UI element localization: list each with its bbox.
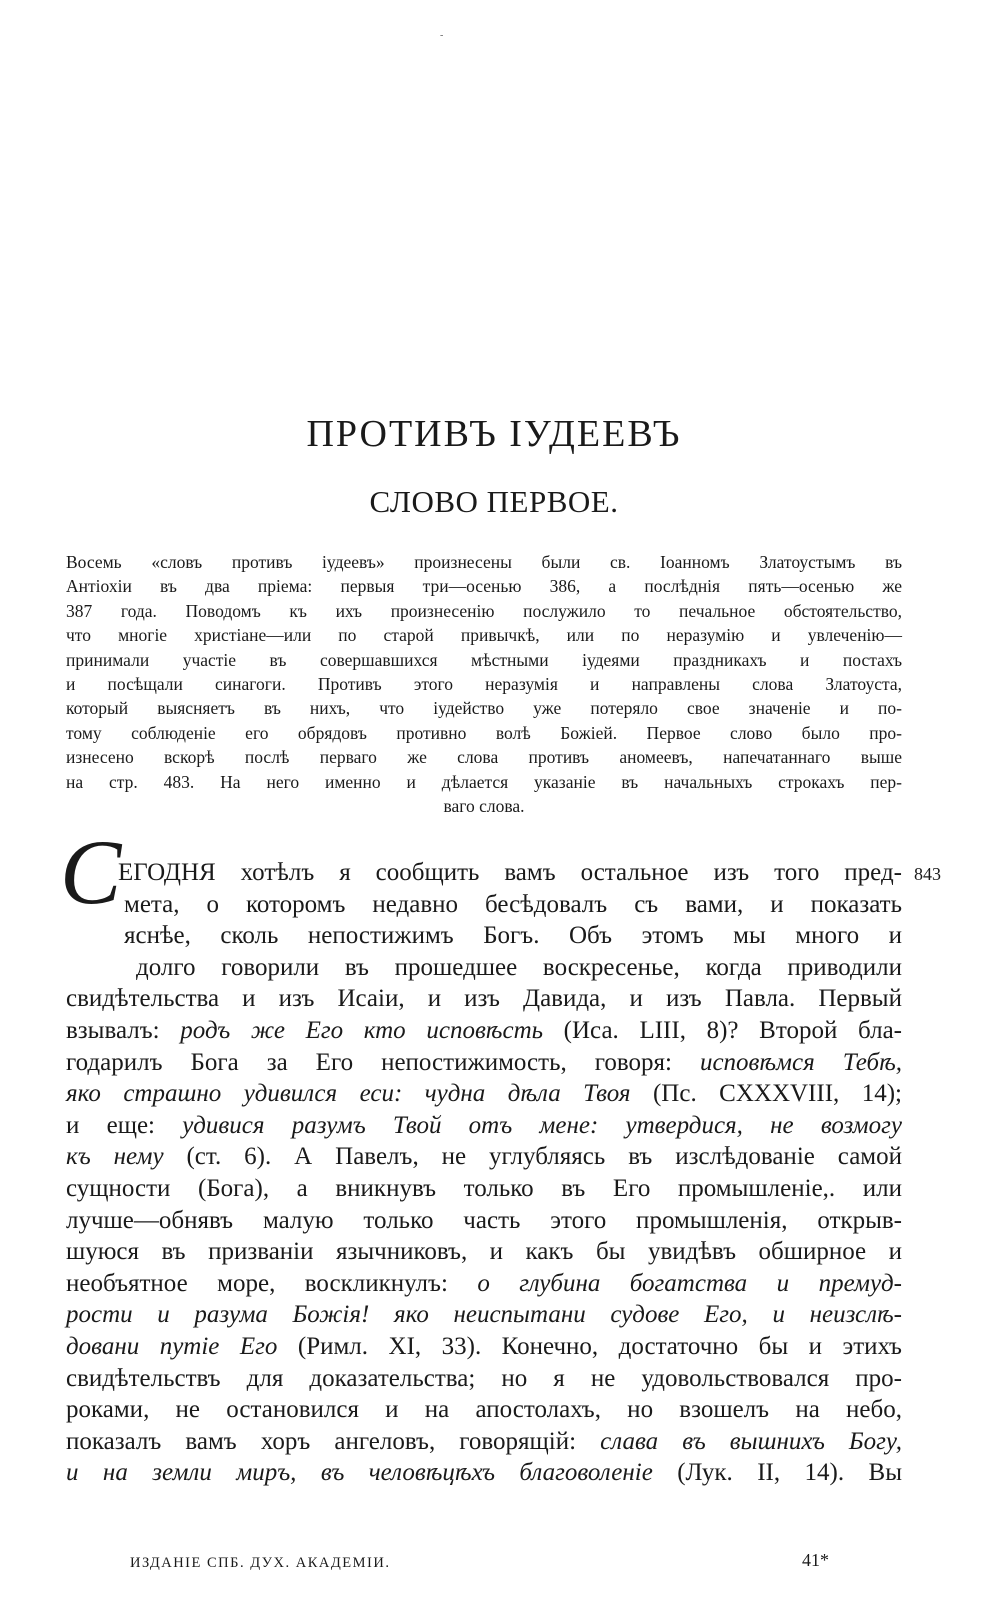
quote-run: рости и разума Божія! яко неиспытани судове Его, и неизслѣ- [66,1301,902,1329]
intro-line: изнесено вскорѣ послѣ перваго же слова противъ аномеевъ, напечатаннаго выше [66,747,902,768]
intro-line: Антіохіи въ два пріема: первыя три—осенью 386, а послѣднія пять—осенью же [66,576,902,597]
page-title: ПРОТИВЪ ІУДЕЕВЪ [306,413,682,455]
text-run: (Пс. CXXXVIII, 14); [630,1080,902,1108]
footer-signature: 41* [802,1550,829,1570]
body-line [66,1015,902,1047]
margin-page-number: 843 [914,864,941,884]
text-run: (Римл. XI, 33). Конечно, достаточно бы и этихъ [277,1332,902,1360]
text-run: (Лук. II, 14). Вы [652,1459,902,1487]
footer-publisher: ИЗДАНІЕ СПБ. ДУХ. АКАДЕМІИ. [130,1555,391,1571]
body-line [66,1299,902,1331]
quote-run: родъ же Его кто исповѣсть [180,1016,543,1044]
body-line: свидѣтельствъ для доказательства; но я не удовольствовался про- [66,1364,902,1392]
body-line: долго говорили въ прошедшее воскресенье, когда приводили [136,953,902,981]
quote-run: слава въ вышнихъ Богу, [600,1427,902,1455]
body-line: роками, не остановился и на апостолахъ, но взошелъ на небо, [66,1396,902,1424]
intro-line: и посѣщали синагоги. Противъ этого неразумія и направлены слова Златоуста, [66,674,902,695]
intro-line: на стр. 483. На него именно и дѣлается указаніе въ начальныхъ строкахъ пер- [66,771,902,792]
drop-cap: С [60,821,122,923]
intro-line: ваго слова. [443,796,525,817]
page-subtitle: СЛОВО ПЕРВОЕ. [369,484,619,519]
text-run: (Иса. LIII, 8)? Второй бла- [543,1016,902,1044]
body-line: лучше—обнявъ малую только часть этого промышленія, открыв- [66,1206,902,1234]
body-line: мета, о которомъ недавно бесѣдовалъ съ вами, и показать [124,890,902,918]
body-line: шуюся въ призваніи язычниковъ, и какъ бы увидѣвъ обширное и [66,1238,902,1266]
intro-line: 387 года. Поводомъ къ ихъ произнесенію послужило то печальное обстоятельство, [66,600,902,621]
body-line [66,1268,902,1300]
body-line [66,1331,902,1363]
intro-line: Восемь «словъ противъ іудеевъ» произнесены были св. Іоанномъ Златоустымъ въ [66,552,902,572]
body-line [66,1078,902,1110]
scan-mark: ‐ [440,30,444,41]
intro-line: который выясняетъ въ нихъ, что іудейство уже потеряло свое значеніе и по- [66,698,902,719]
text-run: показалъ вамъ хоръ ангеловъ, говорящій: [66,1427,601,1455]
quote-run: о глубина богатства и премуд- [477,1269,903,1297]
body-line [66,1141,902,1173]
quote-run: исповѣмся Тебѣ, [699,1048,902,1076]
body-line: сущности (Бога), а вникнувъ только въ Его промышленіе,. или [66,1174,902,1202]
quote-run: къ нему [66,1143,164,1171]
quote-run: удивися разумъ Твой отъ мене: утвердися, не возмогу [182,1111,902,1139]
text-run: (ст. 6). А Павелъ, не углубляясь въ изслѣдованіе самой [163,1143,902,1171]
quote-run: довани путіе Его [66,1332,278,1360]
quote-run: и на земли миръ, въ человѣцѣхъ благоволеніе [66,1459,653,1487]
body-line: яснѣе, сколь непостижимъ Богъ. Объ этомъ мы много и [124,922,902,950]
text-run: и еще: [66,1111,183,1139]
quote-run: яко страшно удивился еси: чудна дѣла Твоя [66,1080,631,1108]
intro-line: что многіе христіане—или по старой привычкѣ, или по неразумію и увлеченію— [66,625,902,646]
body-line [66,1457,902,1489]
body-line [66,1110,902,1142]
intro-line: принимали участіе въ совершавшихся мѣстными іудеями праздникахъ и постахъ [66,649,902,670]
body-text [66,857,902,1489]
intro-line: тому соблюденіе его обрядовъ противно волѣ Божіей. Первое слово было про- [66,722,902,743]
body-line [66,1426,902,1458]
text-run: годарилъ Бога за Его непостижимость, говоря: [66,1048,700,1076]
text-run: необъятное море, воскликнулъ: [66,1269,478,1297]
text-run: взывалъ: [66,1016,181,1044]
body-line: свидѣтельства и изъ Исаіи, и изъ Давида, и изъ Павла. Первый [66,985,902,1013]
body-line [66,1047,902,1079]
body-line: ЕГОДНЯ хотѣлъ я сообщить вамъ остальное изъ того пред- [118,859,902,886]
intro-paragraph [66,550,902,818]
